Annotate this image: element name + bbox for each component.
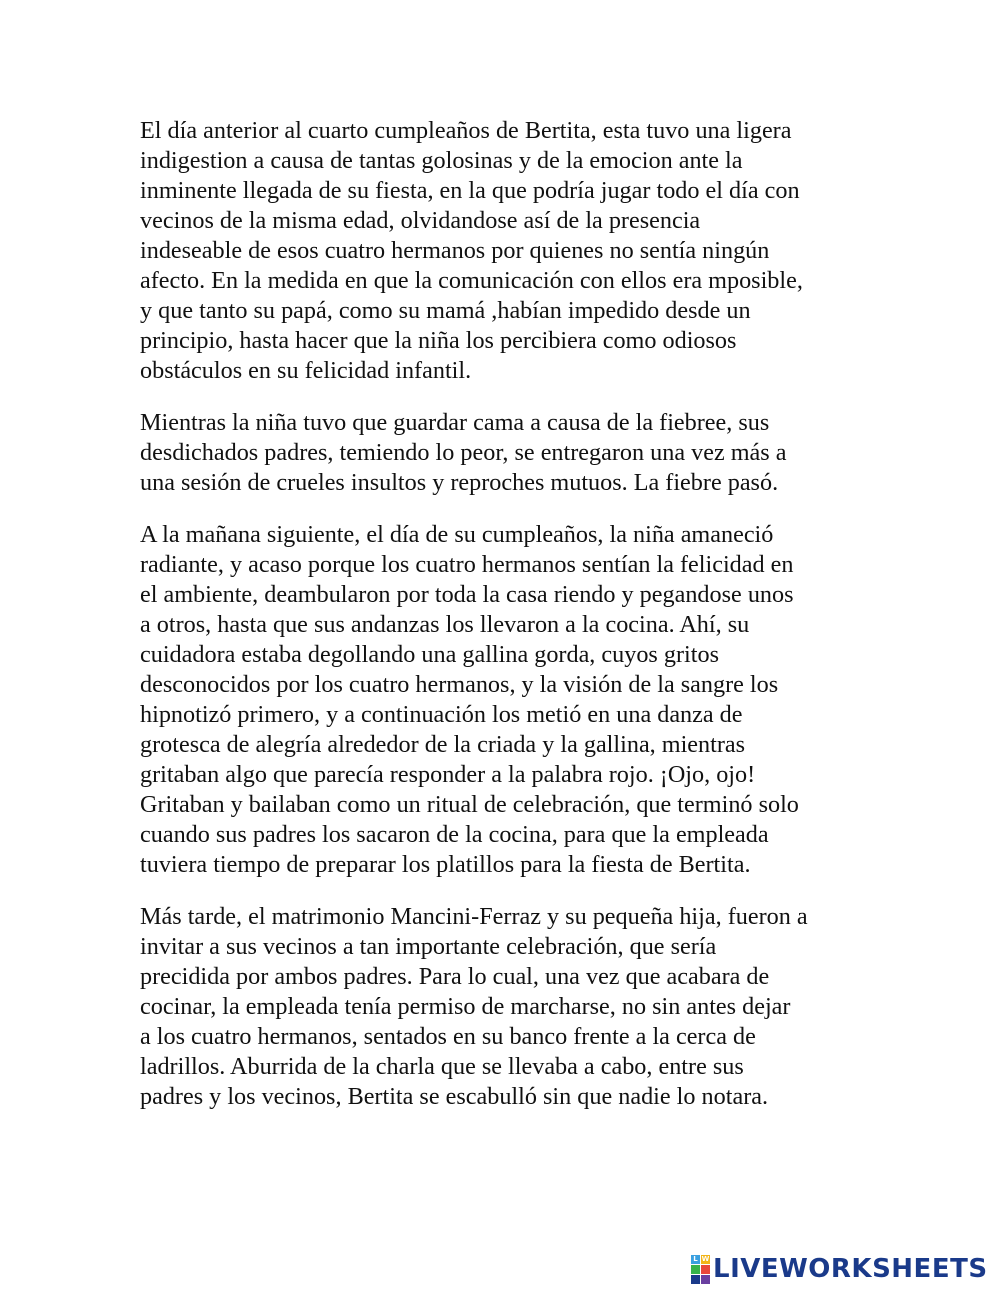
text-line: afecto. En la medida en que la comunicación con ellos era mposible,	[140, 267, 803, 294]
text-line: Mientras la niña tuvo que guardar cama a causa de la fiebree, sus	[140, 409, 770, 436]
text-line: desdichados padres, temiendo lo peor, se entregaron una vez más a	[140, 439, 787, 466]
paragraph-1	[140, 116, 870, 386]
text-line: cuidadora estaba degollando una gallina gorda, cuyos gritos	[140, 641, 719, 668]
text-line: A la mañana siguiente, el día de su cumpleaños, la niña amaneció	[140, 521, 774, 548]
text-line: Más tarde, el matrimonio Mancini-Ferraz y su pequeña hija, fueron a	[140, 903, 808, 930]
paragraph-3	[140, 520, 870, 880]
text-line: desconocidos por los cuatro hermanos, y la visión de la sangre los	[140, 671, 779, 698]
logo-mark-tile	[691, 1265, 700, 1274]
logo-mark-tile	[691, 1275, 700, 1284]
text-line: gritaban algo que parecía responder a la palabra rojo. ¡Ojo, ojo!	[140, 761, 756, 788]
text-line: inminente llegada de su fiesta, en la que podría jugar todo el día con	[140, 177, 800, 204]
text-line: a los cuatro hermanos, sentados en su banco frente a la cerca de	[140, 1023, 756, 1050]
text-line: tuviera tiempo de preparar los platillos para la fiesta de Bertita.	[140, 851, 751, 878]
text-line: indigestion a causa de tantas golosinas y de la emocion ante la	[140, 147, 743, 174]
logo-mark-tile	[701, 1275, 710, 1284]
text-line: Gritaban y bailaban como un ritual de celebración, que terminó solo	[140, 791, 799, 818]
text-line: hipnotizó primero, y a continuación los metió en una danza de	[140, 701, 743, 728]
text-line: una sesión de crueles insultos y reproches mutuos. La fiebre pasó.	[140, 469, 779, 496]
text-line: a otros, hasta que sus andanzas los llevaron a la cocina. Ahí, su	[140, 611, 750, 638]
text-line: principio, hasta hacer que la niña los percibiera como odiosos	[140, 327, 737, 354]
text-line: padres y los vecinos, Bertita se escabulló sin que nadie lo notara.	[140, 1083, 769, 1110]
paragraph-4	[140, 902, 870, 1112]
text-line: vecinos de la misma edad, olvidandose así de la presencia	[140, 207, 701, 234]
text-line: invitar a sus vecinos a tan importante celebración, que sería	[140, 933, 717, 960]
text-line: ladrillos. Aburrida de la charla que se llevaba a cabo, entre sus	[140, 1053, 744, 1080]
text-line: indeseable de esos cuatro hermanos por quienes no sentía ningún	[140, 237, 770, 264]
paragraph-2	[140, 408, 870, 498]
story-text	[140, 116, 870, 1134]
text-line: precidida por ambos padres. Para lo cual, una vez que acabara de	[140, 963, 770, 990]
logo-text: LIVEWORKSHEETS	[713, 1254, 988, 1284]
text-line: cocinar, la empleada tenía permiso de marcharse, no sin antes dejar	[140, 993, 791, 1020]
text-line: el ambiente, deambularon por toda la casa riendo y pegandose unos	[140, 581, 794, 608]
liveworksheets-logo	[691, 1254, 988, 1284]
text-line: y que tanto su papá, como su mamá ,habían impedido desde un	[140, 297, 751, 324]
logo-mark-tile: W	[701, 1254, 710, 1263]
logo-mark-tile	[701, 1265, 710, 1274]
text-line: radiante, y acaso porque los cuatro hermanos sentían la felicidad en	[140, 551, 794, 578]
logo-mark-tile: L	[691, 1255, 700, 1264]
liveworksheets-logo-icon	[691, 1255, 710, 1284]
text-line: obstáculos en su felicidad infantil.	[140, 357, 472, 384]
text-line: El día anterior al cuarto cumpleaños de Bertita, esta tuvo una ligera	[140, 117, 792, 144]
text-line: grotesca de alegría alrededor de la criada y la gallina, mientras	[140, 731, 746, 758]
text-line: cuando sus padres los sacaron de la cocina, para que la empleada	[140, 821, 769, 848]
